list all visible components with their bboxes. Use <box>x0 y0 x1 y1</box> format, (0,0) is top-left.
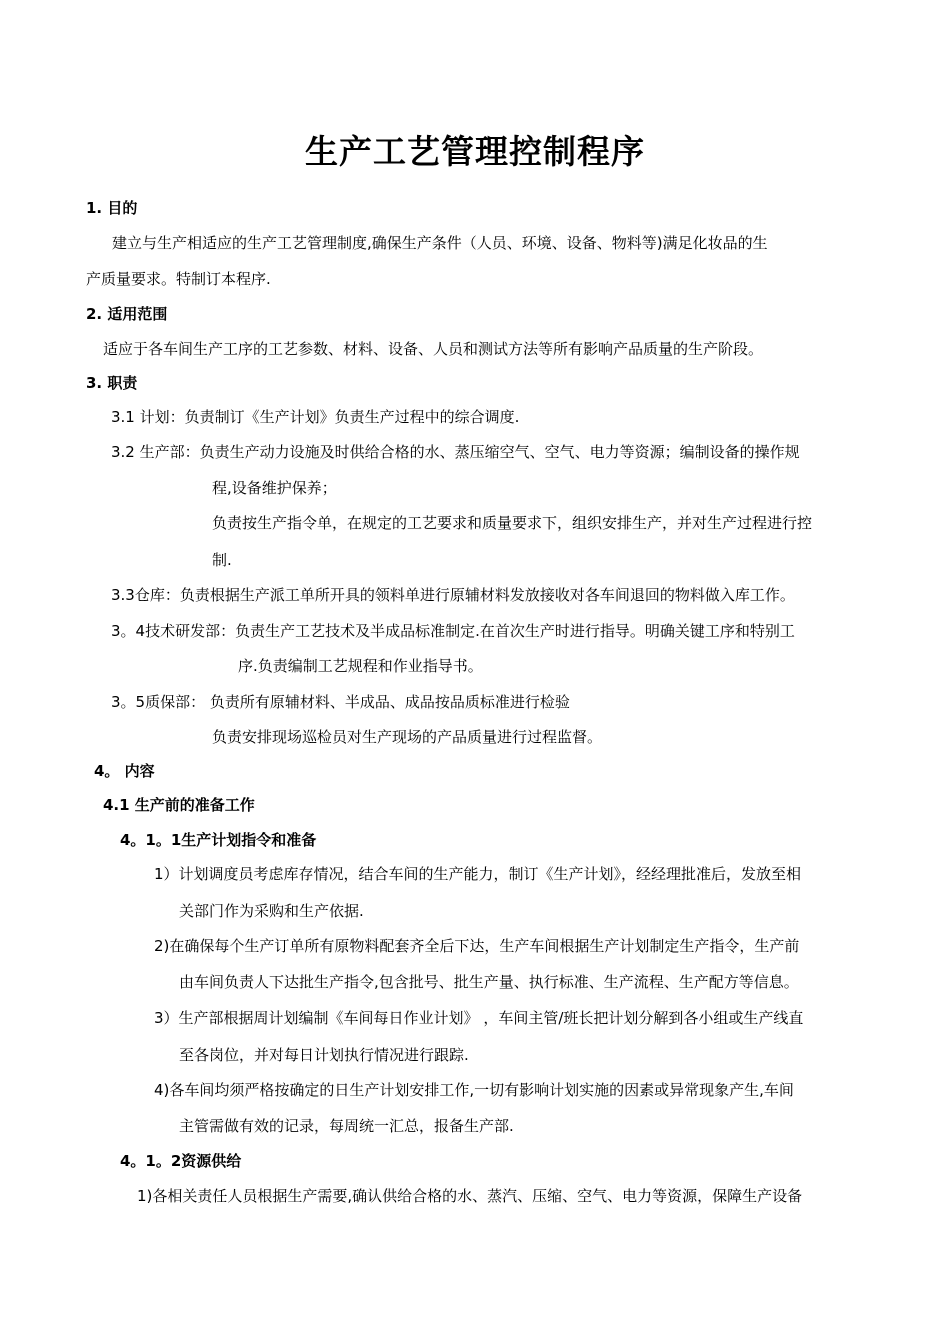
paragraph-line: 建立与生产相适应的生产工艺管理制度,确保生产条件（人员、环境、设备、物料等)满足化妆品的生 <box>112 234 768 252</box>
section-heading-scope: 2. 适用范围 <box>86 305 168 323</box>
responsibility-item-continued: 序.负责编制工艺规程和作业指导书。 <box>238 657 483 675</box>
section-heading-content: 4。 内容 <box>94 762 155 780</box>
list-item: 4)各车间均须严格按确定的日生产计划安排工作,一切有影响计划实施的因素或异常现象产生,车间 <box>154 1081 794 1099</box>
list-item-continued: 至各岗位，并对每日计划执行情况进行跟踪. <box>179 1046 469 1064</box>
responsibility-item: 3。5质保部： 负责所有原辅材料、半成品、成品按品质标准进行检验 <box>111 693 570 711</box>
section-heading-purpose: 1. 目的 <box>86 199 138 217</box>
paragraph-line: 适应于各车间生产工序的工艺参数、材料、设备、人员和测试方法等所有影响产品质量的生产阶段。 <box>103 340 764 358</box>
list-item: 1）计划调度员考虑库存情况，结合车间的生产能力，制订《生产计划》，经经理批准后，发放至相 <box>154 865 802 883</box>
paragraph-line: 产质量要求。特制订本程序. <box>86 270 271 288</box>
document-title: 生产工艺管理控制程序 <box>305 132 645 171</box>
subsection-heading: 4.1 生产前的准备工作 <box>103 796 255 814</box>
responsibility-item: 3.2 生产部：负责生产动力设施及时供给合格的水、蒸压缩空气、空气、电力等资源；编制设备的操作规 <box>111 443 800 461</box>
list-item-continued: 主管需做有效的记录，每周统一汇总，报备生产部. <box>179 1117 514 1135</box>
subsubsection-heading: 4。1。2资源供给 <box>120 1152 242 1170</box>
responsibility-item: 3。4技术研发部：负责生产工艺技术及半成品标准制定.在首次生产时进行指导。明确关键工序和特别工 <box>111 622 795 640</box>
responsibility-item-continued: 负责按生产指令单，在规定的工艺要求和质量要求下，组织安排生产，并对生产过程进行控 <box>212 514 813 532</box>
list-item-continued: 关部门作为采购和生产依据. <box>179 902 364 920</box>
list-item: 2)在确保每个生产订单所有原物料配套齐全后下达，生产车间根据生产计划制定生产指令，生产前 <box>154 937 800 955</box>
list-item: 3）生产部根据周计划编制《车间每日作业计划》 ，车间主管/班长把计划分解到各小组或生产线直 <box>154 1009 804 1027</box>
responsibility-item-continued: 程,设备维护保养； <box>212 479 337 497</box>
responsibility-item-continued: 制. <box>212 551 232 569</box>
list-item: 1)各相关责任人员根据生产需要,确认供给合格的水、蒸汽、压缩、空气、电力等资源，保障生产设备 <box>137 1187 803 1205</box>
subsubsection-heading: 4。1。1生产计划指令和准备 <box>120 831 317 849</box>
responsibility-item-continued: 负责安排现场巡检员对生产现场的产品质量进行过程监督。 <box>212 728 603 746</box>
section-heading-responsibilities: 3. 职责 <box>86 374 138 392</box>
responsibility-item: 3.3仓库：负责根据生产派工单所开具的领料单进行原辅材料发放接收对各车间退回的物料做入库工作。 <box>111 586 795 604</box>
list-item-continued: 由车间负责人下达批生产指令,包含批号、批生产量、执行标准、生产流程、生产配方等信息。 <box>179 973 799 991</box>
responsibility-item: 3.1 计划：负责制订《生产计划》负责生产过程中的综合调度. <box>111 408 520 426</box>
